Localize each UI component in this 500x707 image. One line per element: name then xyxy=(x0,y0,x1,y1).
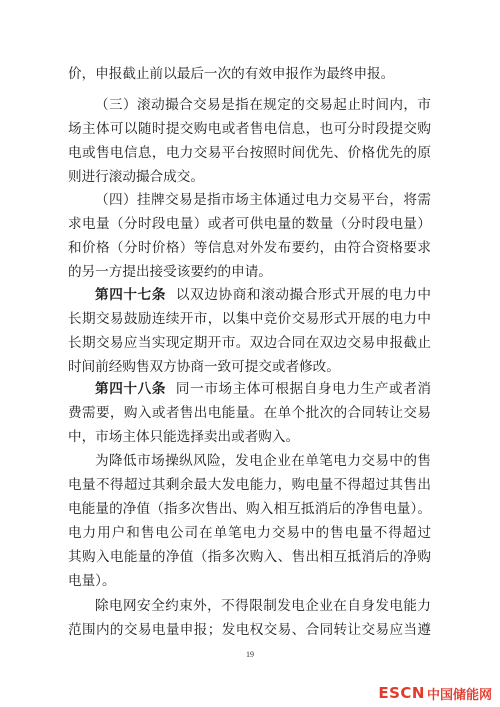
article-text: 同一市场主体可根据自身电力生产或者消 xyxy=(175,381,431,397)
article-47 xyxy=(68,283,431,379)
text-line: 场主体可以随时提交购电或者售电信息，也可分时段提交购 xyxy=(68,121,431,137)
watermark-chinese: 中国储能网 xyxy=(426,687,492,703)
text-line: 长期交易应当实现定期开市。双边合同在双边交易申报截止 xyxy=(68,335,431,351)
page-number: 19 xyxy=(246,650,254,659)
text-line: 电或售电信息，电力交易平台按照时间优先、价格优先的原 xyxy=(68,145,431,161)
article-48 xyxy=(68,377,431,449)
text-line: 电量不得超过其剩余最大发电能力，购电量不得超过其售出 xyxy=(68,477,431,493)
escn-watermark-logo xyxy=(378,684,492,702)
text-line: 费需要，购入或者售出电能量。在单个批次的合同转让交易 xyxy=(68,405,431,421)
paragraph-market-manipulation xyxy=(68,449,431,593)
text-line: 其购入电能量的净值（指多次购入、售出相互抵消后的净购 xyxy=(68,549,431,565)
paragraph-rolling-matching xyxy=(68,93,431,189)
paragraph-grid-security xyxy=(68,594,431,642)
text-line: 中，市场主体只能选择卖出或者购入。 xyxy=(68,429,300,445)
text-line: 则进行滚动撮合成交。 xyxy=(68,169,204,185)
article-heading: 第四十八条 xyxy=(95,381,167,397)
text-line: 范围内的交易电量申报；发电权交易、合同转让交易应当遵 xyxy=(68,622,431,638)
article-text: 以双边协商和滚动撮合形式开展的电力中 xyxy=(175,287,431,303)
text-line: 求电量（分时段电量）或者可供电量的数量（分时段电量） xyxy=(68,216,431,232)
text-line: 时间前经购售双方协商一致可提交或者修改。 xyxy=(68,359,340,375)
paragraph-listing-trade xyxy=(68,188,431,284)
text-line: 为降低市场操纵风险，发电企业在单笔电力交易中的售 xyxy=(95,453,431,469)
text-line xyxy=(68,283,431,307)
article-heading: 第四十七条 xyxy=(95,287,167,303)
text-line: 除电网安全约束外，不得限制发电企业在自身发电能力 xyxy=(95,598,431,614)
paragraph-continuation xyxy=(68,62,431,86)
text-line: 和价格（分时价格）等信息对外发布要约，由符合资格要求 xyxy=(68,240,431,256)
text-line: 电力用户和售电公司在单笔电力交易中的售电量不得超过 xyxy=(68,525,431,541)
text-line: （三）滚动撮合交易是指在规定的交易起止时间内，市 xyxy=(95,97,431,113)
watermark-latin: ESCN xyxy=(378,684,425,702)
text-line: 电能量的净值（指多次售出、购入相互抵消后的净售电量）。 xyxy=(68,501,431,517)
text-line: （四）挂牌交易是指市场主体通过电力交易平台，将需 xyxy=(95,192,431,208)
text-line: 电量）。 xyxy=(68,573,116,589)
text-line: 的另一方提出接受该要约的申请。 xyxy=(68,264,272,280)
text-line xyxy=(68,377,431,401)
text-line: 长期交易鼓励连续开市，以集中竞价交易形式开展的电力中 xyxy=(68,311,431,327)
text-line: 价，申报截止前以最后一次的有效申报作为最终申报。 xyxy=(68,66,395,82)
